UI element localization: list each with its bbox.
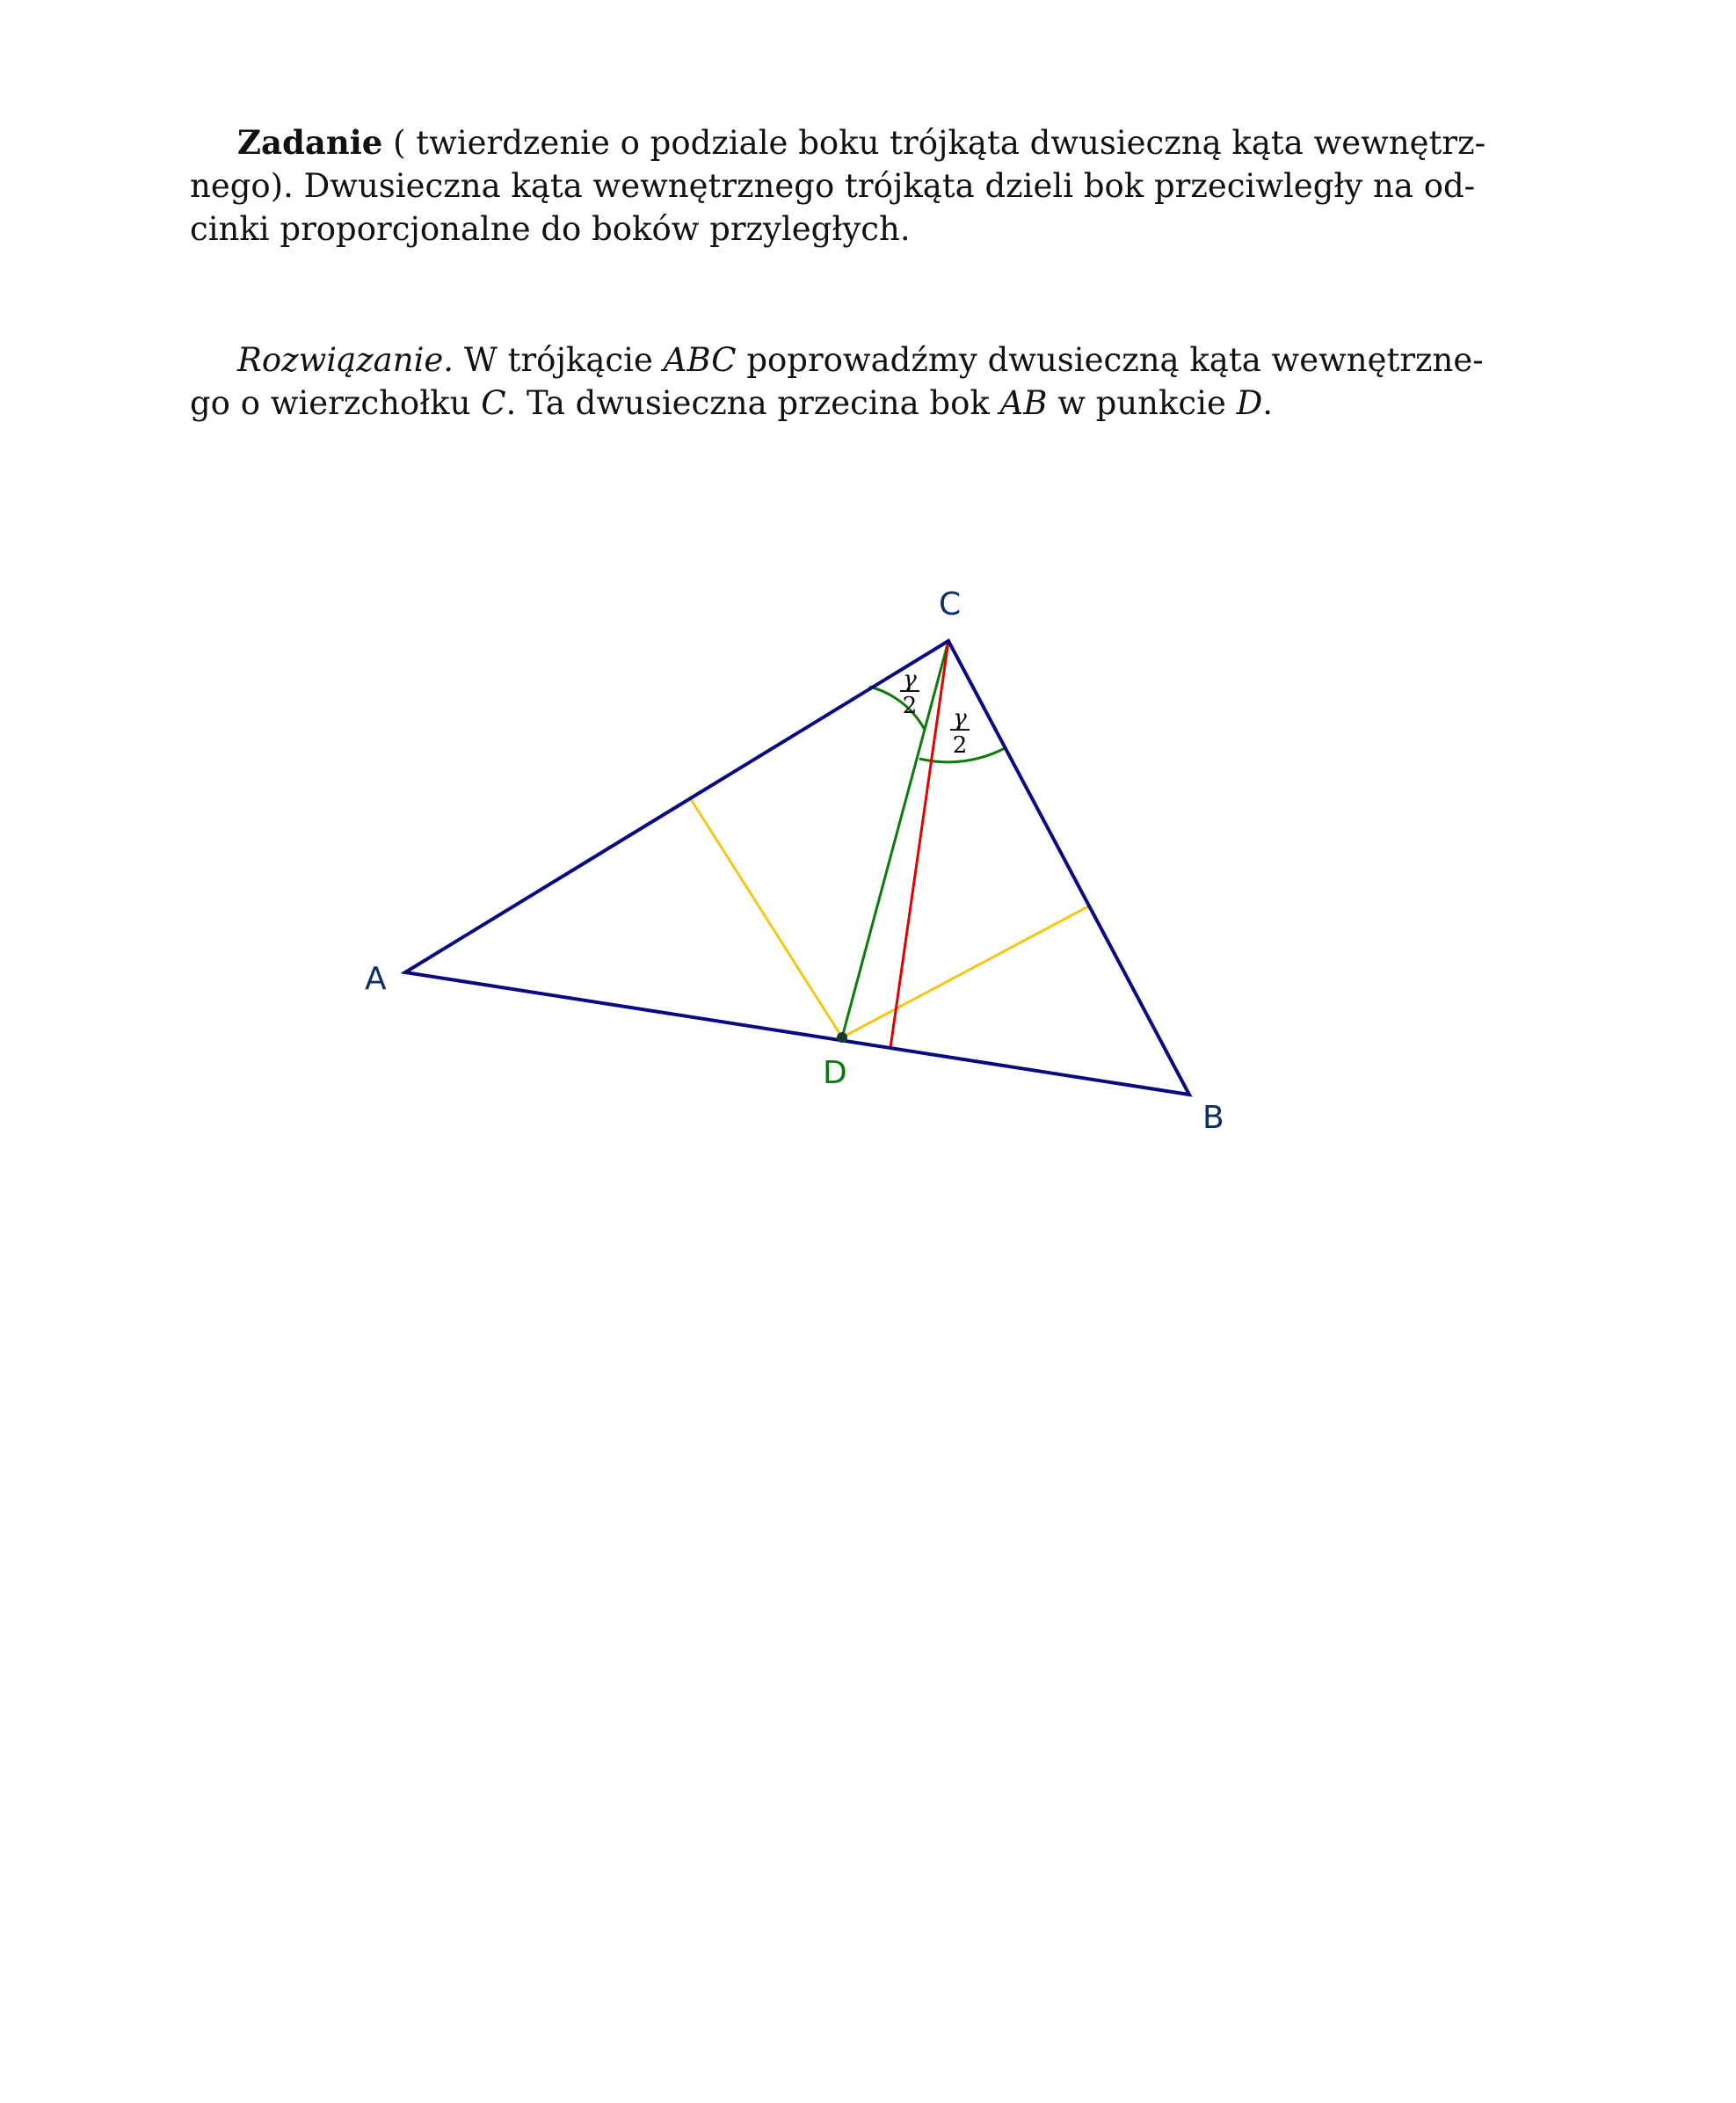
vertex-label-a: A [365, 961, 387, 997]
vertex-label-c: C [939, 586, 962, 622]
solution-heading: Rozwiązanie. [237, 341, 454, 379]
solution-text-1b: poprowadźmy dwusieczną kąta wewnętrzne- [736, 341, 1484, 379]
solution-text-2end: . [1262, 384, 1274, 422]
task-line-2: nego). Dwusieczna kąta wewnętrznego trójkąta dzieli bok przeciwległy na od- [190, 167, 1476, 205]
solution-text-2b: . Ta dwusieczna przecina bok [505, 384, 1000, 422]
angle-label-left-den: 2 [902, 693, 918, 719]
perpendicular-to-bc [842, 906, 1090, 1037]
angle-label-left [900, 666, 919, 719]
vertex-c-ref: C [481, 384, 506, 422]
angle-label-right-den: 2 [952, 732, 968, 759]
solution-text-1a: W trójkącie [454, 341, 664, 379]
triangle-abc [405, 641, 1189, 1095]
bisector-cd [842, 641, 948, 1037]
task-heading: Zadanie [237, 123, 383, 162]
task-line-3: cinki proporcjonalne do boków przyległych. [190, 210, 911, 248]
triangle-name: ABC [663, 341, 737, 379]
perpendicular-to-ac [689, 797, 842, 1037]
task-line-1-text: ( twierdzenie o podziale boku trójkąta dwusieczną kąta wewnętrz- [382, 124, 1486, 162]
side-ab-ref: AB [999, 384, 1048, 422]
point-label-d: D [823, 1055, 847, 1091]
point-d-ref: D [1236, 384, 1263, 422]
solution-text-2a: go o wierzchołku [190, 384, 482, 422]
solution-text-2c: w punkcie [1047, 384, 1237, 422]
angle-label-right [950, 705, 970, 759]
vertex-label-b: B [1202, 1100, 1224, 1136]
angle-label-right-num: γ [953, 705, 967, 731]
angle-label-left-num: γ [903, 666, 917, 693]
point-d [837, 1032, 847, 1043]
